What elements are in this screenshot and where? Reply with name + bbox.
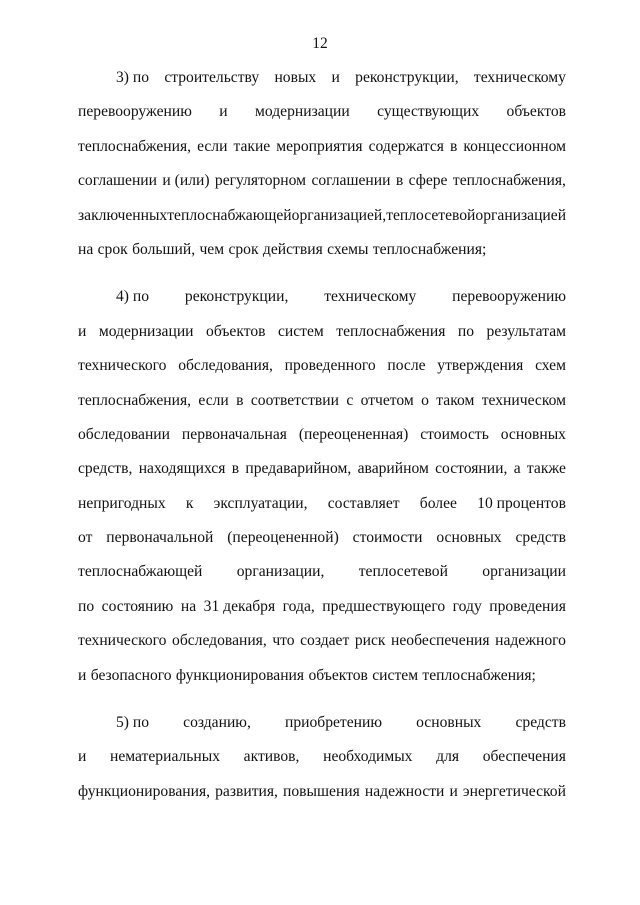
word: 3) по xyxy=(116,69,150,86)
word: модернизации xyxy=(98,322,194,340)
word: необходимых xyxy=(323,748,413,766)
word: с xyxy=(346,391,354,409)
word: развития, xyxy=(215,782,278,800)
word: энергетической xyxy=(462,782,566,800)
word: реконструкции, xyxy=(184,288,289,306)
word: объектов xyxy=(308,666,368,684)
word: необеспечения xyxy=(391,632,490,650)
text-line xyxy=(78,322,566,356)
word: средств xyxy=(515,714,566,732)
text-line xyxy=(78,782,566,816)
word: теплоснабжения xyxy=(336,322,446,340)
word: состоянию xyxy=(101,597,174,615)
text-line xyxy=(78,528,566,562)
word: и xyxy=(219,103,228,121)
word: схем xyxy=(535,357,566,375)
word: техническом xyxy=(481,391,566,409)
word: (переоцененной) xyxy=(227,529,339,547)
word: обследования, xyxy=(172,632,267,650)
word: если xyxy=(197,137,228,155)
word: надежного xyxy=(495,632,566,650)
text-line xyxy=(78,391,566,425)
word: теплоснабжающей xyxy=(78,563,203,581)
word: теплоснабжения, xyxy=(78,137,192,155)
word: по xyxy=(78,597,95,615)
word: года, xyxy=(282,597,315,615)
word: теплосетевой xyxy=(358,563,448,581)
word: модернизации xyxy=(255,103,350,121)
word: проведенного xyxy=(284,357,376,375)
word: соглашении xyxy=(311,172,391,190)
text-line xyxy=(78,287,566,321)
document-body xyxy=(78,68,566,816)
word: заключенных xyxy=(78,206,168,224)
word: на xyxy=(180,597,197,615)
word: в xyxy=(449,137,458,155)
text-line xyxy=(78,240,566,274)
word: и xyxy=(78,748,87,766)
word: существующих xyxy=(377,103,480,121)
word: основных xyxy=(416,714,482,732)
word: находящихся xyxy=(138,460,226,478)
word: что xyxy=(272,632,295,650)
paragraph xyxy=(78,287,566,700)
word: в xyxy=(395,172,404,190)
word: сфере xyxy=(408,172,448,190)
word: риск xyxy=(354,632,386,650)
word: более xyxy=(419,494,457,512)
word: организации, xyxy=(236,563,325,581)
word: составляет xyxy=(327,494,400,512)
word: новых xyxy=(274,69,317,86)
word: к xyxy=(185,494,194,512)
word: теплоснабжающей xyxy=(167,206,292,224)
word: если xyxy=(198,391,229,409)
text-line xyxy=(78,747,566,781)
word: а xyxy=(513,460,521,478)
text-line xyxy=(78,356,566,390)
word: предаварийном, xyxy=(245,460,352,478)
word: проведения xyxy=(489,597,566,615)
word: и xyxy=(78,666,87,684)
word: таком xyxy=(436,391,475,409)
word: для xyxy=(436,748,460,766)
word: объектов xyxy=(506,103,566,121)
word: надежности xyxy=(364,782,445,800)
text-line xyxy=(78,597,566,631)
word: концессионном xyxy=(463,137,566,155)
paragraph-gap xyxy=(78,700,566,713)
word: году xyxy=(452,597,482,615)
word: срок xyxy=(97,240,128,258)
word: утверждения xyxy=(437,357,524,375)
word: и xyxy=(331,69,340,86)
word: обследовании xyxy=(78,425,170,443)
word: и xyxy=(78,322,87,340)
word: 10 процентов xyxy=(477,494,566,512)
word: технического xyxy=(78,357,167,375)
word: предшествующего xyxy=(322,597,446,615)
word: теплоснабжения, xyxy=(78,391,192,409)
word: технического xyxy=(78,632,167,650)
word: соглашении xyxy=(78,172,157,190)
text-line xyxy=(78,137,566,171)
word: объектов xyxy=(206,322,266,340)
word: организации xyxy=(482,563,566,581)
word: перевооружению xyxy=(78,103,192,121)
word: регуляторном xyxy=(214,172,307,190)
paragraph-gap xyxy=(78,274,566,287)
text-line xyxy=(78,494,566,528)
word: техническому xyxy=(324,288,417,306)
text-line xyxy=(78,171,566,205)
word: соответствии xyxy=(250,391,339,409)
word: содержатся xyxy=(368,137,444,155)
word: приобретению xyxy=(284,714,382,732)
word: техническому xyxy=(473,69,566,86)
text-line xyxy=(78,666,566,700)
word: строительству xyxy=(164,69,260,86)
word: срок xyxy=(228,240,259,258)
text-line xyxy=(78,459,566,493)
word: также xyxy=(526,460,566,478)
text-line xyxy=(78,102,566,136)
word: теплоснабжения; xyxy=(422,666,536,684)
word: 31 декабря xyxy=(203,597,276,615)
word: стоимости xyxy=(352,529,423,547)
text-line xyxy=(78,562,566,596)
word: эксплуатации, xyxy=(213,494,308,512)
word: теплоснабжения, xyxy=(452,172,566,190)
word: реконструкции, xyxy=(355,69,459,86)
word: теплоснабжения; xyxy=(372,240,487,258)
word: непригодных xyxy=(78,494,166,512)
word: после xyxy=(387,357,426,375)
word: обеспечения xyxy=(482,748,566,766)
word: по xyxy=(457,322,475,340)
word: от xyxy=(78,529,93,547)
word: активов, xyxy=(243,748,300,766)
text-line xyxy=(78,425,566,459)
word: в xyxy=(231,460,240,478)
word: и xyxy=(449,782,458,800)
text-line xyxy=(78,206,566,240)
word: действия xyxy=(262,240,323,258)
word: на xyxy=(78,240,94,258)
word: о xyxy=(421,391,429,409)
word: 5) по xyxy=(116,714,150,732)
text-line xyxy=(78,713,566,747)
word: в xyxy=(236,391,244,409)
word: теплосетевой xyxy=(386,206,476,224)
word: функционирования, xyxy=(78,782,211,800)
word: создает xyxy=(300,632,350,650)
word: систем xyxy=(277,322,324,340)
word: обследования, xyxy=(178,357,273,375)
word: (переоцененная) xyxy=(298,425,409,443)
word: повышения xyxy=(283,782,360,800)
word: аварийном xyxy=(357,460,429,478)
word: нематериальных xyxy=(110,748,221,766)
page-number: 12 xyxy=(312,35,328,52)
word: организацией, xyxy=(291,206,387,224)
word: мероприятия xyxy=(276,137,363,155)
word: систем xyxy=(372,666,419,684)
text-line xyxy=(78,68,566,102)
word: основных xyxy=(436,529,502,547)
word: средств xyxy=(515,529,566,547)
word: результатам xyxy=(486,322,566,340)
text-line xyxy=(78,631,566,665)
paragraph xyxy=(78,68,566,274)
word: первоначальной xyxy=(106,529,214,547)
word: состоянии, xyxy=(435,460,508,478)
word: чем xyxy=(199,240,225,258)
paragraph xyxy=(78,713,566,816)
word: перевооружению xyxy=(452,288,566,306)
word: схемы xyxy=(327,240,369,258)
word: отчетом xyxy=(360,391,414,409)
word: первоначальная xyxy=(181,425,287,443)
word: основных xyxy=(500,425,566,443)
word: 4) по xyxy=(116,288,150,306)
word: безопасного xyxy=(90,666,172,684)
word: организацией xyxy=(475,206,567,224)
word: и (или) xyxy=(162,172,210,190)
word: созданию, xyxy=(183,714,251,732)
word: функционирования xyxy=(175,666,305,684)
word: средств, xyxy=(78,460,133,478)
word: больший, xyxy=(132,240,196,258)
word: такие xyxy=(233,137,271,155)
word: стоимость xyxy=(420,425,489,443)
